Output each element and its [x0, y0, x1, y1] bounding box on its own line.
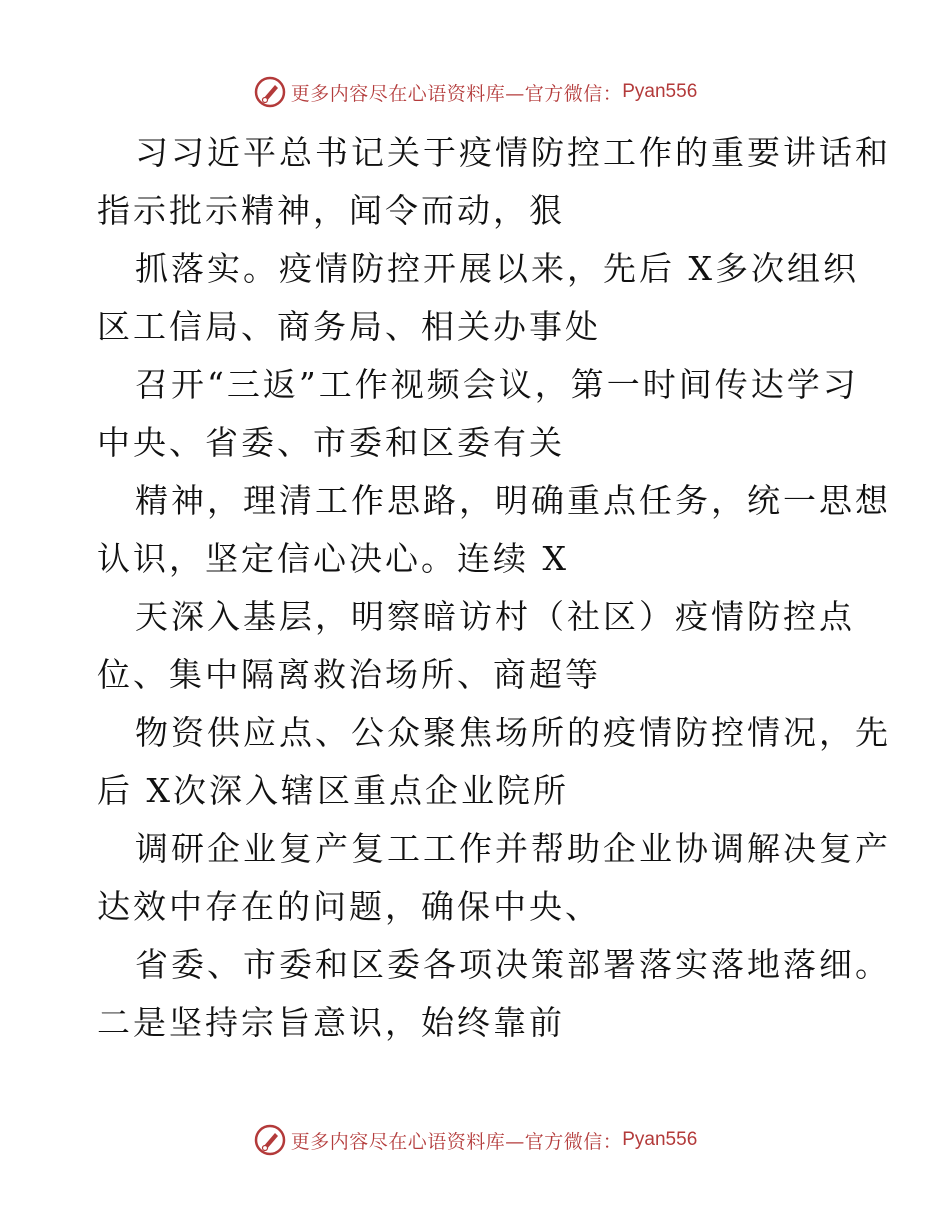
wechat-id: Pyan556 — [622, 1129, 698, 1150]
text-line: 天深入基层，明察暗访村（社区）疫情防控点 — [135, 597, 855, 636]
pen-nib-logo-icon — [253, 75, 287, 109]
text-line: 后 X次深入辖区重点企业院所 — [97, 771, 569, 810]
text-line: 抓落实。疫情防控开展以来，先后 X多次组织 — [135, 249, 859, 288]
document-body — [97, 124, 891, 1052]
footer-banner — [0, 1120, 950, 1160]
text-line: 区工信局、商务局、相关办事处 — [97, 307, 601, 346]
wechat-id: Pyan556 — [622, 81, 698, 102]
text-line: 省委、市委和区委各项决策部署落实落地落细。 — [135, 945, 891, 984]
text-line: 调研企业复产复工工作并帮助企业协调解决复产 — [135, 829, 891, 868]
text-line: 指示批示精神，闻令而动，狠 — [97, 191, 565, 230]
text-line: 物资供应点、公众聚焦场所的疫情防控情况，先 — [135, 713, 891, 752]
text-line: 召开“三返”工作视频会议，第一时间传达学习 — [135, 365, 859, 404]
text-line: 达效中存在的问题，确保中央、 — [97, 887, 601, 926]
text-line: 精神，理清工作思路，明确重点任务，统一思想 — [135, 481, 891, 520]
header-banner — [0, 72, 950, 112]
banner-text: 更多内容尽在心语资料库—官方微信： — [290, 1130, 623, 1153]
text-line: 中央、省委、市委和区委有关 — [97, 423, 565, 462]
pen-nib-logo-icon — [253, 1123, 287, 1157]
banner-text: 更多内容尽在心语资料库—官方微信： — [290, 82, 623, 105]
text-line: 认识，坚定信心决心。连续 X — [97, 539, 569, 578]
text-line: 习习近平总书记关于疫情防控工作的重要讲话和 — [135, 133, 891, 172]
text-line: 二是坚持宗旨意识，始终靠前 — [97, 1003, 565, 1042]
text-line: 位、集中隔离救治场所、商超等 — [97, 655, 601, 694]
